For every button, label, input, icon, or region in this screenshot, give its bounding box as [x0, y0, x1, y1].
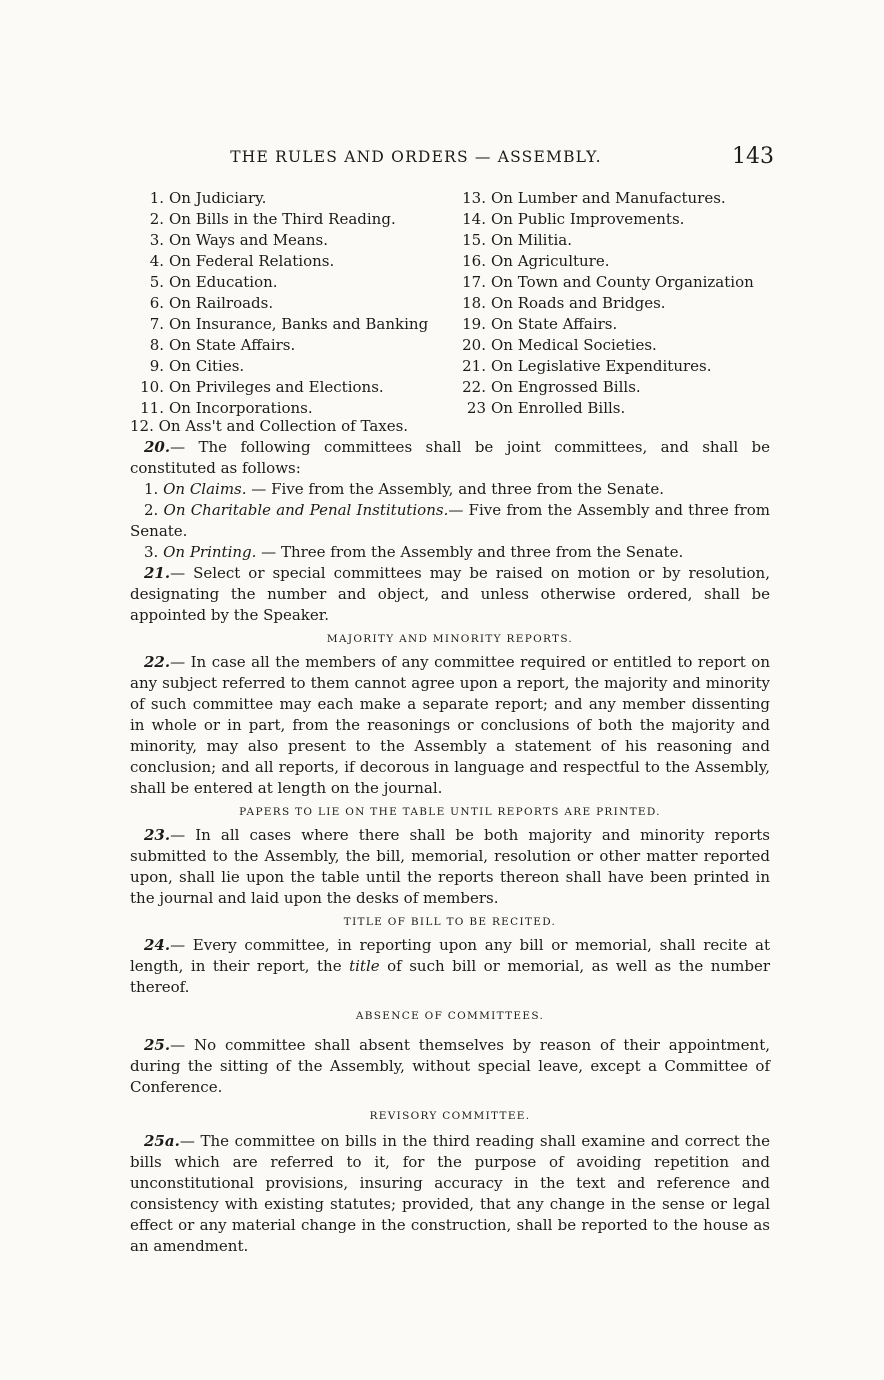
list-item	[130, 188, 460, 209]
section-heading: MAJORITY AND MINORITY REPORTS.	[326, 633, 574, 645]
item-number: 18.	[462, 294, 486, 312]
item-number: 3.	[149, 231, 164, 249]
list-item	[130, 314, 460, 335]
list-item	[130, 209, 460, 230]
item-label: On Roads and Bridges.	[491, 294, 666, 312]
item-number: 23	[466, 399, 486, 417]
list-item	[130, 398, 460, 419]
item-number: 11.	[140, 399, 164, 417]
page-number: 143	[732, 144, 774, 169]
committee-column-left	[130, 188, 460, 419]
item-label: On Judiciary.	[169, 189, 267, 207]
item-text: — Three from the Assembly and three from the Senate.	[256, 543, 684, 561]
item-number: 2.	[144, 501, 159, 519]
item-number: 7.	[149, 315, 164, 333]
rule-number: 24.	[144, 936, 171, 954]
list-item	[130, 335, 460, 356]
list-item	[452, 293, 778, 314]
list-item-12: 12. On Ass't and Collection of Taxes.	[130, 417, 409, 435]
list-item	[452, 356, 778, 377]
list-item	[452, 398, 778, 419]
list-item	[130, 230, 460, 251]
rule-text-italic: title	[349, 957, 380, 975]
item-label: On State Affairs.	[169, 336, 296, 354]
rule-25a	[130, 1131, 770, 1257]
item-label: On Medical Societies.	[491, 336, 657, 354]
item-title: On Claims.	[163, 480, 247, 498]
item-label: On Cities.	[169, 357, 245, 375]
item-label: On Legislative Expenditures.	[491, 357, 712, 375]
item-number: 13.	[462, 189, 486, 207]
section-heading: PAPERS TO LIE ON THE TABLE UNTIL REPORTS ARE PRINTED.	[239, 806, 661, 818]
item-title: On Charitable and Penal Institutions.	[163, 501, 449, 519]
item-text: — Five from the Assembly and three from Senate.	[130, 501, 770, 540]
item-label: On Engrossed Bills.	[491, 378, 641, 396]
list-item	[452, 272, 778, 293]
item-label: On Agriculture.	[491, 252, 610, 270]
item-number: 19.	[462, 315, 486, 333]
item-number: 8.	[149, 336, 164, 354]
rule-20-item	[130, 479, 770, 500]
rule-text: — No committee shall absent themselves by reason of their appointment, during the sitting of the Assembly, without special leave, except a Committee of Conference.	[130, 1036, 770, 1096]
committee-column-right	[452, 188, 778, 419]
item-number: 16.	[462, 252, 486, 270]
rule-text: — The following committees shall be joint committees, and shall be constituted as follows:	[130, 438, 770, 477]
committee-list	[130, 188, 770, 416]
item-label: On Incorporations.	[169, 399, 313, 417]
list-item	[130, 377, 460, 398]
item-number: 20.	[462, 336, 486, 354]
list-item	[452, 209, 778, 230]
rule-20-item	[130, 500, 770, 542]
rule-22	[130, 652, 770, 799]
item-number: 17.	[462, 273, 486, 291]
item-text: — Five from the Assembly, and three from the Senate.	[246, 480, 665, 498]
item-label: On Public Improvements.	[491, 210, 685, 228]
item-number: 22.	[462, 378, 486, 396]
list-item	[452, 314, 778, 335]
list-item	[452, 335, 778, 356]
rule-text: — Every committee, in reporting upon any bill or memorial, shall recite at length, in their report, the	[130, 936, 770, 975]
section-heading: ABSENCE OF COMMITTEES.	[355, 1010, 545, 1022]
list-item	[130, 251, 460, 272]
item-number: 1.	[144, 480, 159, 498]
item-label: On Railroads.	[169, 294, 274, 312]
rule-number: 23.	[144, 826, 171, 844]
rule-25	[130, 1035, 770, 1098]
item-number: 3.	[144, 543, 159, 561]
item-label: On Lumber and Manufactures.	[491, 189, 726, 207]
list-item	[130, 272, 460, 293]
item-label: On Town and County Organization	[491, 273, 754, 291]
rule-text: — In all cases where there shall be both majority and minority reports submitted to the Assembly, the bill, memorial, resolution or other matter reported upon, shall lie upon the table until the reports thereon shall have been printed in the journal and laid upon the desks of members.	[130, 826, 770, 907]
item-number: 10.	[140, 378, 164, 396]
list-item	[130, 356, 460, 377]
list-item	[452, 230, 778, 251]
rule-24	[130, 935, 770, 998]
item-title: On Printing.	[163, 543, 257, 561]
item-number: 14.	[462, 210, 486, 228]
rule-21	[130, 563, 770, 626]
item-label: On Privileges and Elections.	[169, 378, 384, 396]
item-number: 21.	[462, 357, 486, 375]
page-body	[130, 188, 770, 1257]
rule-text: — In case all the members of any committee required or entitled to report on any subject referred to them cannot agree upon a report, the majority and minority of such committee may each make a separate report; and any member dissenting in whole or in part, from the reasonings or conclusions of both the majority and minority, may also present to the Assembly a statement of his reasoning and conclusion; and all reports, if decorous in language and respectful to the Assembly, shall be entered at length on the journal.	[130, 653, 770, 797]
rule-number: 22.	[144, 653, 171, 671]
list-item	[452, 377, 778, 398]
running-header	[128, 146, 774, 172]
section-heading: REVISORY COMMITTEE.	[369, 1110, 531, 1122]
item-label: On Ways and Means.	[169, 231, 329, 249]
list-item	[130, 293, 460, 314]
item-label: On Education.	[169, 273, 278, 291]
rule-20-item	[130, 542, 770, 563]
rule-number: 25a.	[144, 1132, 180, 1150]
rule-text: of such bill or memorial, as well as the number thereof.	[130, 957, 770, 996]
item-label: On Federal Relations.	[169, 252, 335, 270]
item-number: 4.	[149, 252, 164, 270]
item-label: On Bills in the Third Reading.	[169, 210, 396, 228]
item-label: On Militia.	[491, 231, 573, 249]
item-label: On Insurance, Banks and Banking	[169, 315, 429, 333]
list-item	[452, 188, 778, 209]
item-number: 6.	[149, 294, 164, 312]
section-heading: TITLE OF BILL TO BE RECITED.	[343, 916, 557, 928]
rule-text: — The committee on bills in the third reading shall examine and correct the bills which are referred to it, for the purpose of avoiding repetition and unconstitutional provisions, insuring accuracy in the text and reference and consistency with existing statutes; provided, that any change in the sense or legal effect or any material change in the construction, shall be reported to the house as an amendment.	[130, 1132, 770, 1255]
item-number: 9.	[149, 357, 164, 375]
item-number: 15.	[462, 231, 486, 249]
rule-text: — Select or special committees may be raised on motion or by resolution, designating the number and object, and unless otherwise ordered, shall be appointed by the Speaker.	[130, 564, 770, 624]
rule-number: 21.	[144, 564, 171, 582]
rule-23	[130, 825, 770, 909]
rule-number: 25.	[144, 1036, 171, 1054]
item-number: 2.	[149, 210, 164, 228]
item-label: On State Affairs.	[491, 315, 618, 333]
rule-20	[130, 437, 770, 479]
list-item	[452, 251, 778, 272]
item-number: 5.	[149, 273, 164, 291]
item-number: 1.	[149, 189, 164, 207]
header-title: THE RULES AND ORDERS — ASSEMBLY.	[230, 148, 602, 166]
item-label: On Enrolled Bills.	[491, 399, 626, 417]
rule-number: 20.	[144, 438, 171, 456]
